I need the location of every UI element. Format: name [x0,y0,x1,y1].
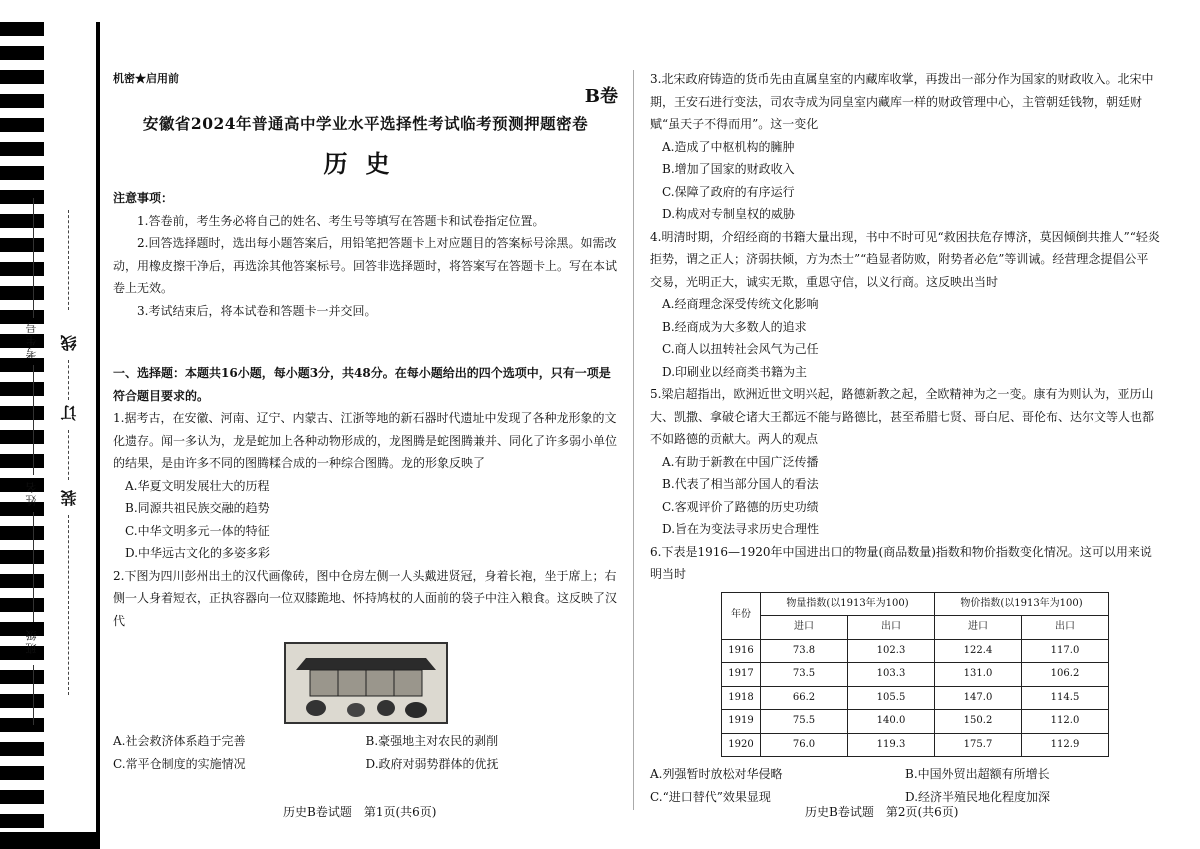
table-subheader-row [722,616,1109,640]
name-label: 姓名 [25,480,38,506]
table-cell: 102.3 [848,639,935,663]
relief-drawing-icon [286,644,446,722]
page-divider [633,70,634,810]
note-item: 1.答卷前，考生务必将自己的姓名、考生号等填写在答题卡和试卷指定位置。 [137,213,545,228]
table-cell: 1920 [722,733,761,757]
option: D.政府对弱势群体的优抚 [365,756,499,771]
class-label: 班级 [25,628,38,654]
table-cell: 147.0 [935,686,1022,710]
table-cell: 76.0 [761,733,848,757]
option: B.豪强地主对农民的剥削 [365,734,499,748]
table-cell: 175.7 [935,733,1022,757]
secret-mark: 机密★启用前 [113,72,179,85]
table-cell: 131.0 [935,663,1022,687]
table-cell: 1916 [722,639,761,663]
question-2-options-row-2 [113,753,618,776]
table-row [722,710,1109,734]
table-cell: 75.5 [761,710,848,734]
option: B.增加了国家的财政收入 [662,162,795,176]
option: C.中华文明多元一体的特征 [125,523,270,538]
section-heading: 一、选择题：本题共16小题，每小题3分，共48分。在每小题给出的四个选项中，只有一项是符合题目要求的。 [113,366,611,403]
page-2-footer: 历史B卷试题 第2页(共6页) [805,805,959,819]
seal-line-char: 线 [60,335,79,351]
table-cell: 106.2 [1022,663,1109,687]
trade-index-table [721,592,1109,758]
option: B.同源共祖民族交融的趋势 [125,501,270,515]
question-6-stem: 6.下表是1916—1920年中国进出口的物量(商品数量)指数和物价指数变化情况。这可以用来说明当时 [650,544,1152,581]
page-2 [650,68,1160,808]
table-cell: 73.8 [761,639,848,663]
exam-number-label: 考生号 [25,320,38,359]
seal-dash-1 [68,210,69,310]
table-cell: 112.0 [1022,710,1109,734]
option: C.常平仓制度的实施情况 [113,756,246,771]
name-line [33,512,34,622]
seal-dash-3 [68,430,69,480]
option: B.经商成为大多数人的追求 [662,319,807,334]
table-cell: 114.5 [1022,686,1109,710]
table-header-volume: 物量指数(以1913年为100) [761,592,935,616]
option: C.保障了政府的有序运行 [662,184,795,199]
question-2-stem: 2.下图为四川彭州出土的汉代画像砖，图中仓房左侧一人头戴进贤冠，身着长袍，坐于席上；右侧一人身着短衣，正执容器向一位双膝跪地、怀持鸠杖的人面前的袋子中注入粮食。这反映了汉代 [113,568,618,628]
table-row [722,663,1109,687]
table-cell: 150.2 [935,710,1022,734]
table-cell: 1919 [722,710,761,734]
question-1-stem: 1.据考古，在安徽、河南、辽宁、内蒙古、江浙等地的新石器时代遗址中发现了各种龙形象的文化遗存。闻一多认为，龙是蛇加上各种动物形成的，龙图腾是蛇图腾兼并、同化了许多弱小单位的结果，是由许多不同的图腾糅合成的一种综合图腾。龙的形象反映了 [113,411,618,470]
table-subheader-import: 进口 [761,616,848,640]
note-item: 2.回答选择题时，选出每小题答案后，用铅笔把答题卡上对应题目的答案标号涂黑。如需改动，用橡皮擦干净后，再选涂其他答案标号。回答非选择题时，将答案写在答题卡上。写在本试卷上无效。 [113,236,618,295]
question-6-options-row-1 [650,763,1160,786]
table-row [722,686,1109,710]
binding-edge [96,22,100,832]
table-cell: 119.3 [848,733,935,757]
table-cell: 1917 [722,663,761,687]
question-5-stem: 5.梁启超指出，欧洲近世文明兴起，路德新教之起，全欧精神为之一变。康有为则认为，亚历山大、凯撒、拿破仑诸大王都远不能与路德比，甚至希腊七贤、哥白尼、哥伦布、达尔文等人也都不如路德的贡献大。两人的观点 [650,387,1155,446]
binding-margin [0,0,100,849]
option: B.中国外贸出超额有所增长 [905,767,1050,781]
table-header-row [722,592,1109,616]
binding-bottom [0,832,100,849]
seal-dash-2 [68,360,69,400]
option: C.商人以扭转社会风气为己任 [662,342,819,356]
table-cell: 122.4 [935,639,1022,663]
table-subheader-export: 出口 [848,616,935,640]
note-item: 3.考试结束后，将本试卷和答题卡一并交回。 [137,303,377,318]
option: A.有助于新教在中国广泛传播 [662,454,819,469]
paper-version: B卷 [584,86,618,107]
table-cell: 117.0 [1022,639,1109,663]
option: D.中华远古文化的多姿多彩 [125,546,271,560]
option: A.造成了中枢机构的臃肿 [662,139,795,154]
option: B.代表了相当部分国人的看法 [662,477,819,491]
table-cell: 103.3 [848,663,935,687]
option: D.印刷业以经商类书籍为主 [662,364,808,379]
option: A.华夏文明发展壮大的历程 [125,478,270,493]
table-cell: 1918 [722,686,761,710]
table-cell: 73.5 [761,663,848,687]
option: C.“进口替代”效果显现 [650,789,771,804]
question-4-stem: 4.明清时期，介绍经商的书籍大量出现，书中不时可见“救困扶危存博济，莫因倾倒共推人”“轻炎拒势，谓之正人；济弱扶倾，方为杰士”“趋显者防败，附势者必危”等训诫。经营理念提倡公平交易，光明正大，诚实无欺，重恩守信，以义行商。这反映出当时 [650,229,1160,289]
option: C.客观评价了路德的历史功绩 [662,499,819,514]
page-1-footer: 历史B卷试题 第1页(共6页) [283,805,437,819]
binding-stripes [0,22,44,832]
table-cell: 112.9 [1022,733,1109,757]
option: D.旨在为变法寻求历史合理性 [662,522,820,536]
class-line [33,665,34,725]
question-2-options-row-1 [113,730,618,753]
table-header-year: 年份 [722,592,761,639]
table-subheader-export: 出口 [1022,616,1109,640]
exam-title: 安徽省2024年普通高中学业水平选择性考试临考预测押题密卷 [142,113,589,133]
notes-heading: 注意事项： [113,191,174,205]
subject-title: 历史 [323,149,408,178]
table-row [722,733,1109,757]
option: D.经济半殖民地化程度加深 [905,789,1051,804]
seal-dash-4 [68,515,69,695]
option: D.构成对专制皇权的威胁 [662,207,796,221]
han-brick-relief-image [284,642,448,724]
table-subheader-import: 进口 [935,616,1022,640]
exam-number-line-2 [33,365,34,475]
seal-pack-char: 装 [60,490,79,506]
table-row [722,639,1109,663]
table-cell: 140.0 [848,710,935,734]
table-cell: 105.5 [848,686,935,710]
table-cell: 66.2 [761,686,848,710]
option: A.社会救济体系趋于完善 [113,734,246,748]
exam-number-line [33,198,34,318]
table-header-price: 物价指数(以1913年为100) [935,592,1109,616]
seal-bind-char: 订 [60,405,79,421]
option: A.列强暂时放松对华侵略 [650,767,783,781]
question-3-stem: 3.北宋政府铸造的货币先由直属皇室的内藏库收掌，再拨出一部分作为国家的财政收入。北宋中期，王安石进行变法，司农寺成为同皇室内藏库一样的财政管理中心，主管朝廷钱物，朝廷财赋“虽天子不得而用”。这一变化 [650,72,1154,131]
binding-top [0,0,100,22]
page-1 [113,68,618,775]
option: A.经商理念深受传统文化影响 [662,297,819,311]
